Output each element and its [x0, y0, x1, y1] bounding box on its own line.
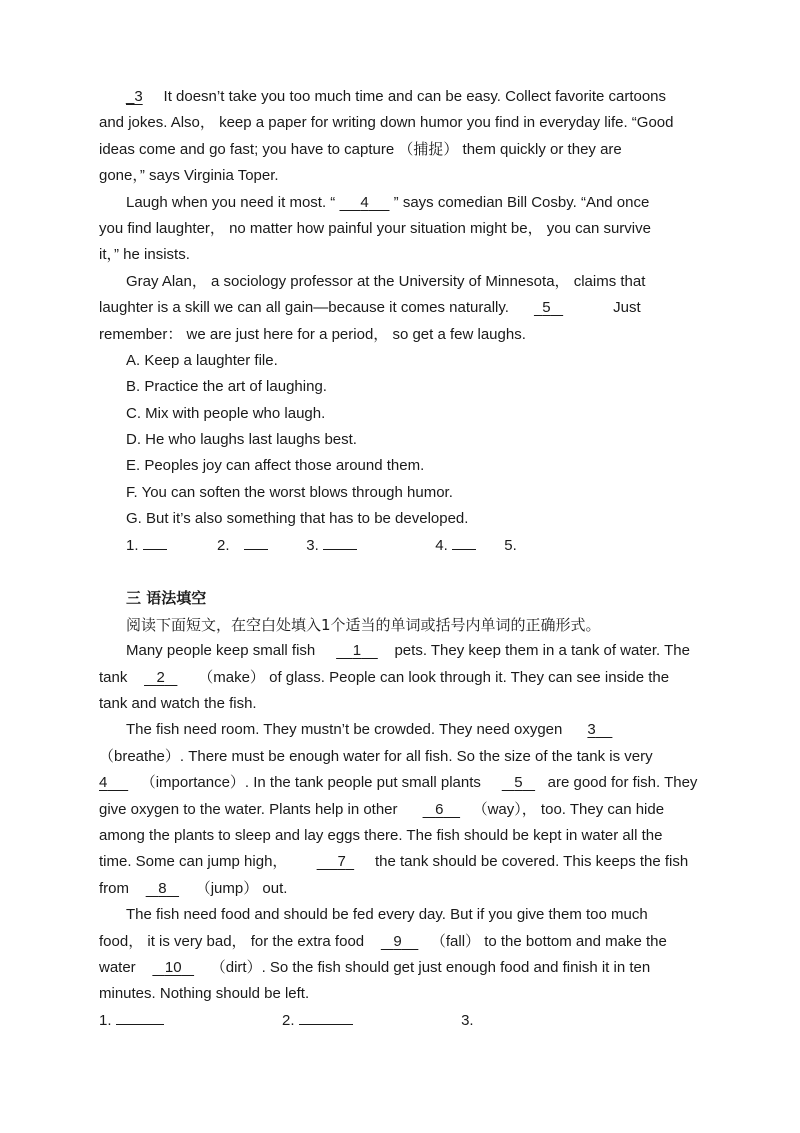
grammar-answer-2-blank	[299, 1008, 353, 1025]
grammar-blank-2	[144, 665, 177, 691]
document-page	[99, 84, 699, 1034]
para4-line1	[99, 190, 699, 216]
para5-text-a: laughter is a skill we can all gain—because it comes naturally.	[99, 299, 509, 317]
answer-3-blank	[323, 533, 357, 550]
para3-line1	[99, 84, 699, 110]
option-g: G. But it’s also something that has to be developed.	[126, 510, 469, 528]
grammar-blank-9-number: 9	[393, 932, 402, 950]
grammar-para2-line7	[99, 876, 699, 902]
grammar-blank-8-number: 8	[158, 879, 167, 897]
para4-text-b: ” says comedian Bill Cosby. “And once	[393, 193, 650, 211]
grammar-blank-3-number: 3	[587, 721, 596, 739]
grammar-text: time. Some can jump high，	[99, 853, 288, 871]
grammar-text: （dirt）. So the fish should get just enough food and finish it in ten	[210, 958, 651, 976]
grammar-blank-4-number: 4	[99, 774, 108, 792]
grammar-blank-4	[99, 770, 128, 796]
para3-text-1: It doesn’t take you too much time and can be easy. Collect favorite cartoons	[163, 88, 667, 105]
grammar-answer-2-label: 2.	[282, 1011, 295, 1029]
grammar-text: （way）， too. They can hide	[472, 800, 665, 818]
grammar-blank-8	[146, 876, 179, 902]
grammar-text: The fish need room. They mustn’t be crowded. They need oxygen	[126, 721, 563, 739]
grammar-para2-line1	[99, 717, 699, 743]
grammar-text: the tank should be covered. This keeps the fish	[374, 853, 689, 871]
para3-line4: gone，” says Virginia Toper.	[99, 167, 279, 185]
grammar-para3-line3	[99, 955, 699, 981]
para4-line2: you find laughter， no matter how painful your situation might be， you can survive	[99, 219, 651, 237]
option-a: A. Keep a laughter file.	[126, 351, 278, 369]
grammar-blank-10	[152, 955, 194, 981]
grammar-blank-7-number: 7	[337, 853, 346, 871]
grammar-blank-3	[587, 717, 612, 743]
grammar-text: （importance）. In the tank people put small plants	[140, 774, 481, 792]
grammar-text: from	[99, 879, 129, 897]
grammar-blank-1	[336, 638, 378, 664]
para5-text-b: Just	[613, 299, 641, 317]
blank-5	[534, 295, 563, 321]
grammar-para1-line2	[99, 665, 699, 691]
grammar-text: Many people keep small fish	[126, 642, 316, 660]
grammar-answer-1-blank	[116, 1008, 164, 1025]
grammar-text: food， it is very bad， for the extra food	[99, 932, 365, 950]
para5-line3: remember： we are just here for a period， so get a few laughs.	[99, 325, 526, 343]
answer-4-label: 4.	[435, 536, 448, 554]
grammar-para1-line1	[99, 638, 699, 664]
blank-3: _3	[126, 88, 143, 105]
answer-2-label: 2.	[217, 536, 230, 554]
reading-answer-line	[99, 533, 699, 559]
grammar-text: （make） of glass. People can look through it. They can see inside the	[198, 668, 670, 686]
para4-line3: it，” he insists.	[99, 246, 190, 264]
option-c: C. Mix with people who laugh.	[126, 404, 326, 422]
answer-4-blank	[452, 533, 476, 550]
option-d: D. He who laughs last laughs best.	[126, 431, 357, 449]
grammar-text: are good for fish. They	[547, 774, 698, 792]
grammar-blank-10-number: 10	[164, 958, 182, 976]
para3-line2: and jokes. Also， keep a paper for writing down humor you find in everyday life. “Good	[99, 114, 674, 132]
grammar-text: water	[99, 958, 136, 976]
blank-4-number: 4	[360, 193, 369, 211]
option-b: B. Practice the art of laughing.	[126, 378, 327, 396]
answer-1-label: 1.	[126, 536, 139, 554]
grammar-blank-2-number: 2	[156, 668, 165, 686]
grammar-blank-9	[381, 929, 419, 955]
grammar-blank-5-number: 5	[514, 774, 523, 792]
grammar-para3-line1: The fish need food and should be fed every day. But if you give them too much	[126, 906, 648, 924]
answer-2-blank	[244, 533, 268, 550]
grammar-text: （fall） to the bottom and make the	[430, 932, 667, 950]
grammar-answer-3-label: 3.	[461, 1011, 474, 1029]
para4-text-a: Laugh when you need it most. “	[126, 193, 340, 211]
section-instruction: 阅读下面短文，在空白处填入1个适当的单词或括号内单词的正确形式。	[126, 615, 601, 634]
grammar-blank-6-number: 6	[435, 800, 444, 818]
grammar-para2-line2: （breathe）. There must be enough water for all fish. So the size of the tank is very	[99, 747, 653, 765]
option-e: E. Peoples joy can affect those around them.	[126, 457, 425, 475]
para5-line1: Gray Alan， a sociology professor at the University of Minnesota， claims that	[126, 272, 646, 290]
grammar-para2-line6	[99, 849, 699, 875]
grammar-answer-line	[99, 1008, 699, 1034]
grammar-blank-1-number: 1	[352, 642, 362, 660]
section-gap	[99, 559, 699, 585]
option-f: F. You can soften the worst blows through humor.	[126, 483, 453, 501]
grammar-para3-line2	[99, 929, 699, 955]
blank-4	[339, 190, 389, 216]
grammar-para2-line4	[99, 797, 699, 823]
grammar-blank-5	[502, 770, 535, 796]
grammar-para2-line5: among the plants to sleep and lay eggs there. The fish should be kept in water all the	[99, 826, 663, 844]
blank-5-number: 5	[542, 299, 551, 317]
grammar-blank-7	[317, 849, 355, 875]
section-heading: 三 语法填空	[126, 589, 207, 608]
grammar-text: pets. They keep them in a tank of water. The	[394, 642, 690, 660]
grammar-answer-1-label: 1.	[99, 1011, 112, 1029]
grammar-para2-line3	[99, 770, 699, 796]
grammar-text: give oxygen to the water. Plants help in other	[99, 800, 398, 818]
answer-5-label: 5.	[504, 536, 517, 554]
grammar-para1-line3: tank and watch the fish.	[99, 694, 257, 712]
grammar-para3-line4: minutes. Nothing should be left.	[99, 985, 310, 1003]
answer-1-blank	[143, 533, 167, 550]
grammar-text: （jump） out.	[195, 879, 288, 897]
para3-line3: ideas come and go fast; you have to capture （捕捉） them quickly or they are	[99, 140, 622, 158]
answer-3-label: 3.	[306, 536, 319, 554]
para5-line2	[99, 295, 699, 321]
grammar-blank-6	[423, 797, 461, 823]
grammar-text: tank	[99, 668, 128, 686]
